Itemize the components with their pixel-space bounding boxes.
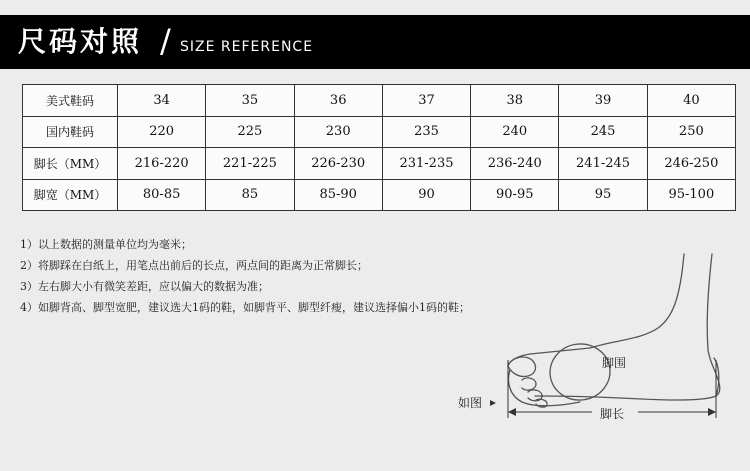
table-cell: 90-95 <box>471 179 559 211</box>
foot-illustration <box>440 250 750 450</box>
note-item: 2）将脚踩在白纸上，用笔点出前后的长点，两点间的距离为正常脚长； <box>20 259 368 272</box>
table-cell: 38 <box>471 85 559 117</box>
table-cell: 90 <box>382 179 470 211</box>
table-cell: 226-230 <box>294 148 382 180</box>
table-cell: 240 <box>471 116 559 148</box>
instruction-notes <box>20 234 470 318</box>
table-row <box>23 85 736 117</box>
table-cell: 37 <box>382 85 470 117</box>
table-cell: 221-225 <box>206 148 294 180</box>
girth-label: 脚围 <box>602 356 627 370</box>
note-item: 3）左右脚大小有微笑差距，应以偏大的数据为准； <box>20 280 269 293</box>
table-cell: 35 <box>206 85 294 117</box>
note-item: 4）如脚背高、脚型宽肥，建议选大1码的鞋，如脚背平、脚型纤瘦，建议选择偏小1码的鞋； <box>20 301 470 314</box>
table-cell: 245 <box>559 116 647 148</box>
table-cell: 246-250 <box>647 148 735 180</box>
table-cell: 39 <box>559 85 647 117</box>
table-row <box>23 148 736 180</box>
table-cell: 34 <box>118 85 206 117</box>
table-cell: 235 <box>382 116 470 148</box>
row-header: 国内鞋码 <box>23 116 118 148</box>
table-cell: 241-245 <box>559 148 647 180</box>
foot-measurement-diagram <box>440 250 750 450</box>
table-cell: 216-220 <box>118 148 206 180</box>
as-shown-label: 如图 <box>458 396 483 410</box>
note-item: 1）以上数据的测量单位均为毫米； <box>20 238 192 251</box>
length-label: 脚长 <box>600 407 625 421</box>
table-cell: 95-100 <box>647 179 735 211</box>
table-cell: 225 <box>206 116 294 148</box>
header-banner <box>0 15 750 69</box>
table-cell: 36 <box>294 85 382 117</box>
table-row <box>23 179 736 211</box>
title-separator: / <box>160 22 171 60</box>
table-cell: 85-90 <box>294 179 382 211</box>
size-table <box>22 84 736 211</box>
table-cell: 250 <box>647 116 735 148</box>
table-cell: 220 <box>118 116 206 148</box>
table-cell: 85 <box>206 179 294 211</box>
table-cell: 80-85 <box>118 179 206 211</box>
table-cell: 95 <box>559 179 647 211</box>
table-cell: 40 <box>647 85 735 117</box>
table-cell: 236-240 <box>471 148 559 180</box>
row-header: 脚宽（MM） <box>23 179 118 211</box>
page-title: 尺码对照 <box>18 25 143 58</box>
table-row <box>23 116 736 148</box>
row-header: 脚长（MM） <box>23 148 118 180</box>
row-header: 美式鞋码 <box>23 85 118 117</box>
table-cell: 230 <box>294 116 382 148</box>
page-subtitle: SIZE REFERENCE <box>180 39 314 55</box>
table-cell: 231-235 <box>382 148 470 180</box>
